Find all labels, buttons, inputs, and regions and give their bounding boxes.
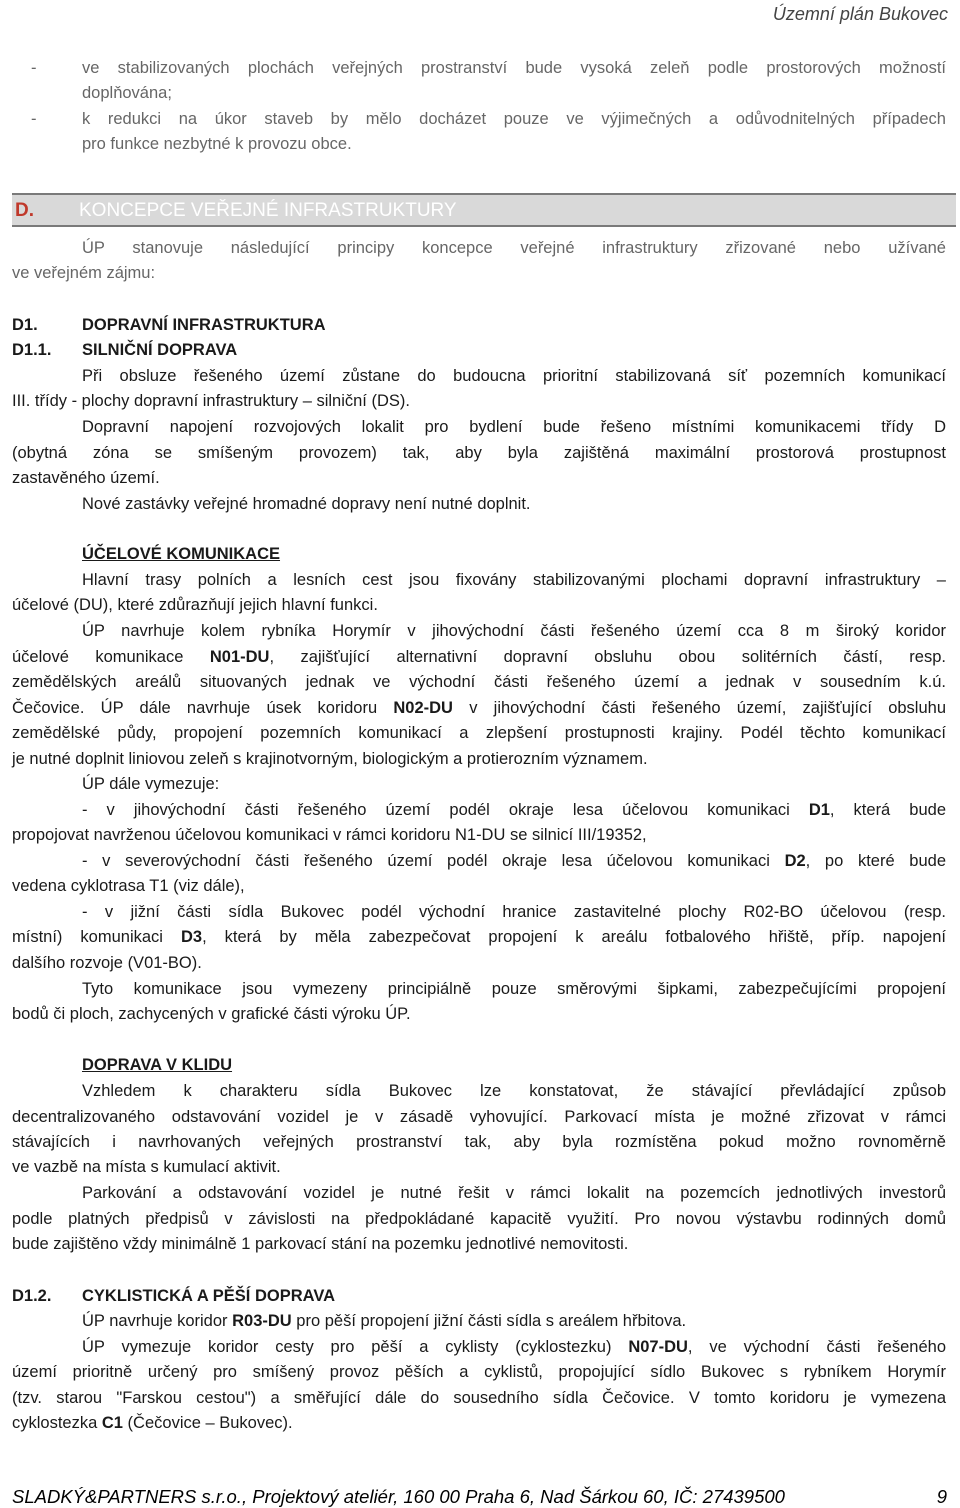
paragraph-line: III. třídy - plochy dopravní infrastruktury – silniční (DS). [12,392,410,410]
paragraph-line: Hlavní trasy polních a lesních cest jsou fixovány stabilizovanými plochami dopravní infrastruktury – [82,571,946,589]
text-run: , která by měla zabezpečovat propojení k areálu fotbalového hřiště, příp. napojení [202,928,946,946]
paragraph-line: Vzhledem k charakteru sídla Bukovec lze konstatovat, že stávající převládající způsob [82,1082,946,1100]
paragraph-line: (tzv. starou "Farskou cestou") a směřující dále do sousedního sídla Čečovice. V tomto koridoru je vymezena [12,1389,946,1407]
text-run: , po které bude [805,852,947,870]
paragraph-line: Nové zastávky veřejné hromadné dopravy není nutné doplnit. [82,495,531,513]
paragraph-line [12,649,946,666]
page-number: 9 [936,1486,947,1507]
paragraph-line: bude zajištěno vždy minimálně 1 parkovací stání na pozemku jednotlivé nemovitosti. [12,1235,629,1253]
paragraph-line: Parkování a odstavování vozidel je nutné řešit v rámci lokalit na pozemcích jednotlivých investorů [82,1184,946,1202]
text-run: ÚP vymezuje koridor cesty pro pěší a cyklisty (cyklostezku) [82,1338,629,1356]
corridor-code: R03-DU [232,1312,292,1330]
paragraph-line: bodů či ploch, zachycených v grafické části výroku ÚP. [12,1005,411,1023]
paragraph-line: Dopravní napojení rozvojových lokalit pro bydlení bude řešeno místními komunikacemi třídy D [82,418,946,436]
cycleway-code: C1 [101,1414,123,1432]
paragraph-line [12,1415,293,1432]
text-run: , která bude [829,801,946,819]
list-item-text: pro funkce nezbytné k provozu obce. [82,135,352,153]
paragraph-line: - v jižní části sídla Bukovec podél východní hranice zastavitelné plochy R02-BO účelovou (resp. [82,903,946,921]
list-dash: - [31,59,37,77]
paragraph-line: účelové (DU), které zdůrazňují jejich hlavní funkci. [12,596,378,614]
road-code: D2 [784,852,806,870]
paragraph-line: zastavěného území. [12,469,160,487]
running-header: Územní plán Bukovec [772,4,948,24]
text-run: Čečovice. ÚP dále navrhuje úsek koridoru [12,699,394,717]
paragraph-line: Při obsluze řešeného území zůstane do budoucna prioritní stabilizovaná síť pozemních komunikací [82,367,946,385]
text-run: , zajišťující alternativní dopravní obsluhu obou solitérních částí, resp. [269,648,946,666]
text-run: - v severovýchodní části řešeného území podél okraje lesa účelovou komunikaci [82,852,785,870]
d1-title: DOPRAVNÍ INFRASTRUKTURA [82,316,326,334]
list-item-text: doplňována; [82,84,172,102]
corridor-code: N07-DU [628,1338,688,1356]
footer-company: SLADKÝ&PARTNERS s.r.o., Projektový ateliér, 160 00 Praha 6, Nad Šárkou 60, IČ: 27439500 [12,1486,785,1507]
text-run: - v jihovýchodní části řešeného území podél okraje lesa účelovou komunikaci [82,801,809,819]
paragraph-line [82,853,946,870]
paragraph-line: propojovat navrženou účelovou komunikaci v rámci koridoru N1-DU se silnicí III/19352, [12,826,647,844]
d1-number: D1. [12,316,38,334]
paragraph-line: decentralizovaného odstavování vozidel je v zásadě vyhovující. Parkovací místa je možné zřizovat v rámci [12,1108,946,1126]
text-run: místní) komunikaci [12,928,181,946]
paragraph-line [82,1313,686,1330]
d12-title: CYKLISTICKÁ A PĚŠÍ DOPRAVA [82,1287,336,1305]
section-d-number: D. [15,200,34,221]
paragraph-line: vedena cyklotrasa T1 (viz dále), [12,877,245,895]
section-d-intro: ÚP stanovuje následující principy koncepce veřejné infrastruktury zřizované nebo užívané [82,239,946,257]
list-item-text: k redukci na úkor staveb by mělo docházet pouze ve výjimečných a odůvodnitelných případech [82,110,946,128]
paragraph-line: zemědělské půdy, propojení pozemních komunikací a zlepšení prostupnosti krajiny. Podél těchto komunikací [12,724,946,742]
section-d-title: KONCEPCE VEŘEJNÉ INFRASTRUKTURY [79,200,457,221]
paragraph-line: Tyto komunikace jsou vymezeny principiálně pouze směrovými šipkami, zabezpečujícími propojení [82,980,946,998]
corridor-code: N01-DU [209,648,270,666]
paragraph-line: ve vazbě na místa s kumulací aktivit. [12,1158,281,1176]
d11-number: D1.1. [12,341,52,359]
paragraph-line [12,929,946,946]
paragraph-line: stávajících i navrhovaných veřejných prostranství tak, aby byla rozmístěna pokud možno rovnoměrně [12,1133,946,1151]
section-d-intro: ve veřejném zájmu: [12,264,156,282]
ucelove-heading: ÚČELOVÉ KOMUNIKACE [82,545,281,563]
road-code: D1 [808,801,830,819]
paragraph-line [12,700,946,717]
text-run: cyklostezka [12,1414,102,1432]
paragraph-line: ÚP dále vymezuje: [82,775,220,793]
paragraph-line [82,1339,946,1356]
paragraph-line [82,802,946,819]
paragraph-line: ÚP navrhuje kolem rybníka Horymír v jihovýchodní části řešeného území cca 8 m široký koridor [82,622,946,640]
list-dash: - [31,110,37,128]
text-run: pro pěší propojení jižní části sídla s areálem hřbitova. [291,1312,687,1330]
paragraph-line: je nutné doplnit liniovou zeleň s krajinotvorným, biologickým a protierozním významem. [12,750,648,768]
paragraph-line: (obytná zóna se smíšeným provozem) tak, aby byla zajištěná maximální prostorová prostupnost [12,444,946,462]
text-run: v jihovýchodní části řešeného území, zajišťující obsluhu [452,699,946,717]
text-run: (Čečovice – Bukovec). [122,1414,293,1432]
klid-heading: DOPRAVA V KLIDU [82,1056,233,1074]
d11-title: SILNIČNÍ DOPRAVA [82,341,238,359]
d12-number: D1.2. [12,1287,52,1305]
road-code: D3 [180,928,203,946]
text-run: účelové komunikace [12,648,210,666]
page-footer [12,1486,947,1508]
paragraph-line: zemědělských areálů situovaných jednak ve východní části řešeného území a jednak v sousedním k.ú. [12,673,946,691]
paragraph-line: podle platných předpisů v závislosti na předpokládané kapacitě využití. Pro novou výstavbu rodinných domů [12,1210,946,1228]
section-d-heading-band [12,193,956,227]
text-run: ÚP navrhuje koridor [82,1312,233,1330]
list-item-text: ve stabilizovaných plochách veřejných prostranství bude vysoká zeleň podle prostorových možností [82,59,946,77]
paragraph-line: dalšího rozvoje (V01-BO). [12,954,202,972]
paragraph-line: území prioritně určený pro smíšený provoz pěších a cyklistů, propojující sídlo Bukovec s rybníkem Horymír [12,1363,946,1381]
corridor-code: N02-DU [393,699,453,717]
text-run: , ve východní části řešeného [687,1338,946,1356]
